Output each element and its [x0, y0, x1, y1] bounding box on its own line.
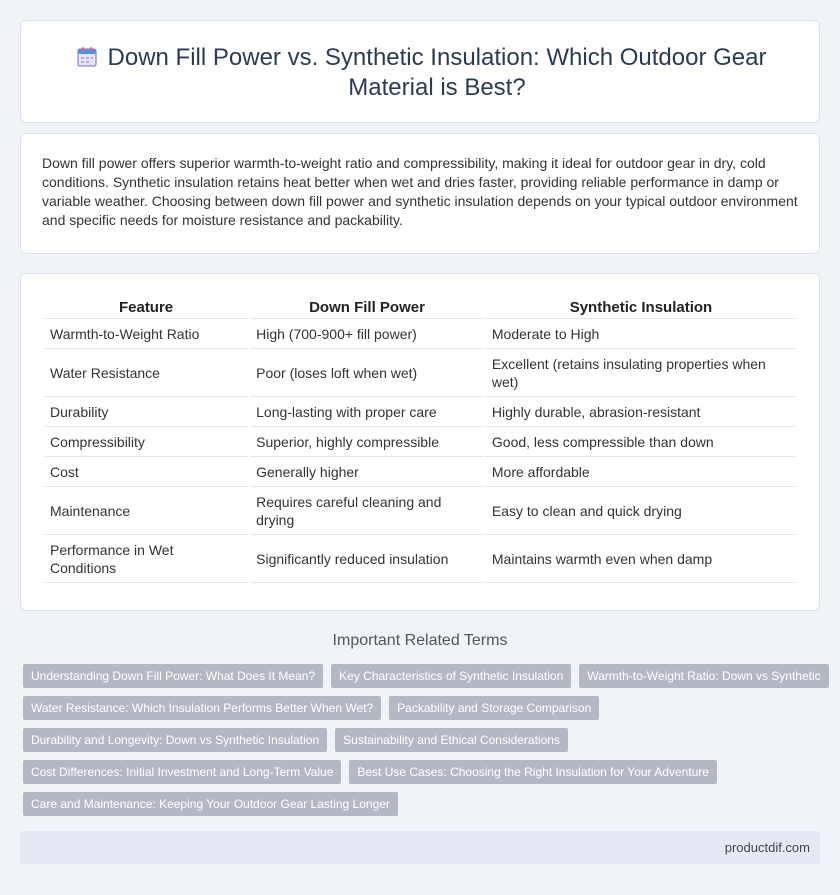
feature-cell: Durability [44, 397, 248, 427]
table-row [44, 457, 796, 487]
synthetic-cell: Moderate to High [486, 319, 796, 349]
feature-cell: Maintenance [44, 487, 248, 535]
down-cell: Superior, highly compressible [250, 427, 484, 457]
feature-cell: Compressibility [44, 427, 248, 457]
related-term-tag[interactable]: Key Characteristics of Synthetic Insulation [331, 664, 571, 688]
header-synthetic: Synthetic Insulation [486, 297, 796, 319]
feature-cell: Performance in Wet Conditions [44, 535, 248, 583]
related-term-tag[interactable]: Cost Differences: Initial Investment and Long-Term Value [23, 760, 341, 784]
related-term-tag[interactable]: Best Use Cases: Choosing the Right Insulation for Your Adventure [349, 760, 717, 784]
feature-cell: Warmth-to-Weight Ratio [44, 319, 248, 349]
table-header-row [44, 297, 796, 319]
down-cell: Long-lasting with proper care [250, 397, 484, 427]
table-row [44, 427, 796, 457]
related-term-tag[interactable]: Water Resistance: Which Insulation Performs Better When Wet? [23, 696, 381, 720]
footer-site-link[interactable]: productdif.com [724, 840, 810, 855]
related-term-tag[interactable]: Durability and Longevity: Down vs Synthetic Insulation [23, 728, 327, 752]
down-cell: Generally higher [250, 457, 484, 487]
intro-text: Down fill power offers superior warmth-to-weight ratio and compressibility, making it ideal for outdoor gear in dry, cold conditions. Synthetic insulation retains heat better when wet and dries faster, providing reliable performance in damp or variable weather. Choosing between down fill power and synthetic insulation depends on your typical outdoor environment and specific needs for moisture resistance and packability. [42, 155, 798, 228]
synthetic-cell: Easy to clean and quick drying [486, 487, 796, 535]
feature-cell: Cost [44, 457, 248, 487]
synthetic-cell: More affordable [486, 457, 796, 487]
down-cell: Requires careful cleaning and drying [250, 487, 484, 535]
feature-cell: Water Resistance [44, 349, 248, 397]
related-term-tag[interactable]: Packability and Storage Comparison [389, 696, 599, 720]
page-title: Down Fill Power vs. Synthetic Insulation: Which Outdoor Gear Material is Best? [107, 44, 767, 101]
comparison-table [42, 297, 798, 583]
table-row [44, 397, 796, 427]
down-cell: High (700-900+ fill power) [250, 319, 484, 349]
intro-card [20, 133, 820, 254]
header-feature: Feature [44, 297, 248, 319]
related-term-tag[interactable]: Understanding Down Fill Power: What Does It Mean? [23, 664, 323, 688]
table-row [44, 349, 796, 397]
title-card [20, 20, 820, 123]
synthetic-cell: Highly durable, abrasion-resistant [486, 397, 796, 427]
down-cell: Significantly reduced insulation [250, 535, 484, 583]
table-row [44, 487, 796, 535]
related-term-tag[interactable]: Care and Maintenance: Keeping Your Outdoor Gear Lasting Longer [23, 792, 398, 816]
synthetic-cell: Maintains warmth even when damp [486, 535, 796, 583]
related-term-tag[interactable]: Sustainability and Ethical Considerations [335, 728, 568, 752]
synthetic-cell: Excellent (retains insulating properties when wet) [486, 349, 796, 397]
related-terms-list [23, 664, 823, 824]
down-cell: Poor (loses loft when wet) [250, 349, 484, 397]
related-terms-heading: Important Related Terms [332, 632, 508, 649]
table-row [44, 319, 796, 349]
table-row [44, 535, 796, 583]
comparison-card [20, 273, 820, 611]
related-term-tag[interactable]: Warmth-to-Weight Ratio: Down vs Synthetic [579, 664, 828, 688]
synthetic-cell: Good, less compressible than down [486, 427, 796, 457]
footer [20, 831, 820, 864]
header-down: Down Fill Power [250, 297, 484, 319]
